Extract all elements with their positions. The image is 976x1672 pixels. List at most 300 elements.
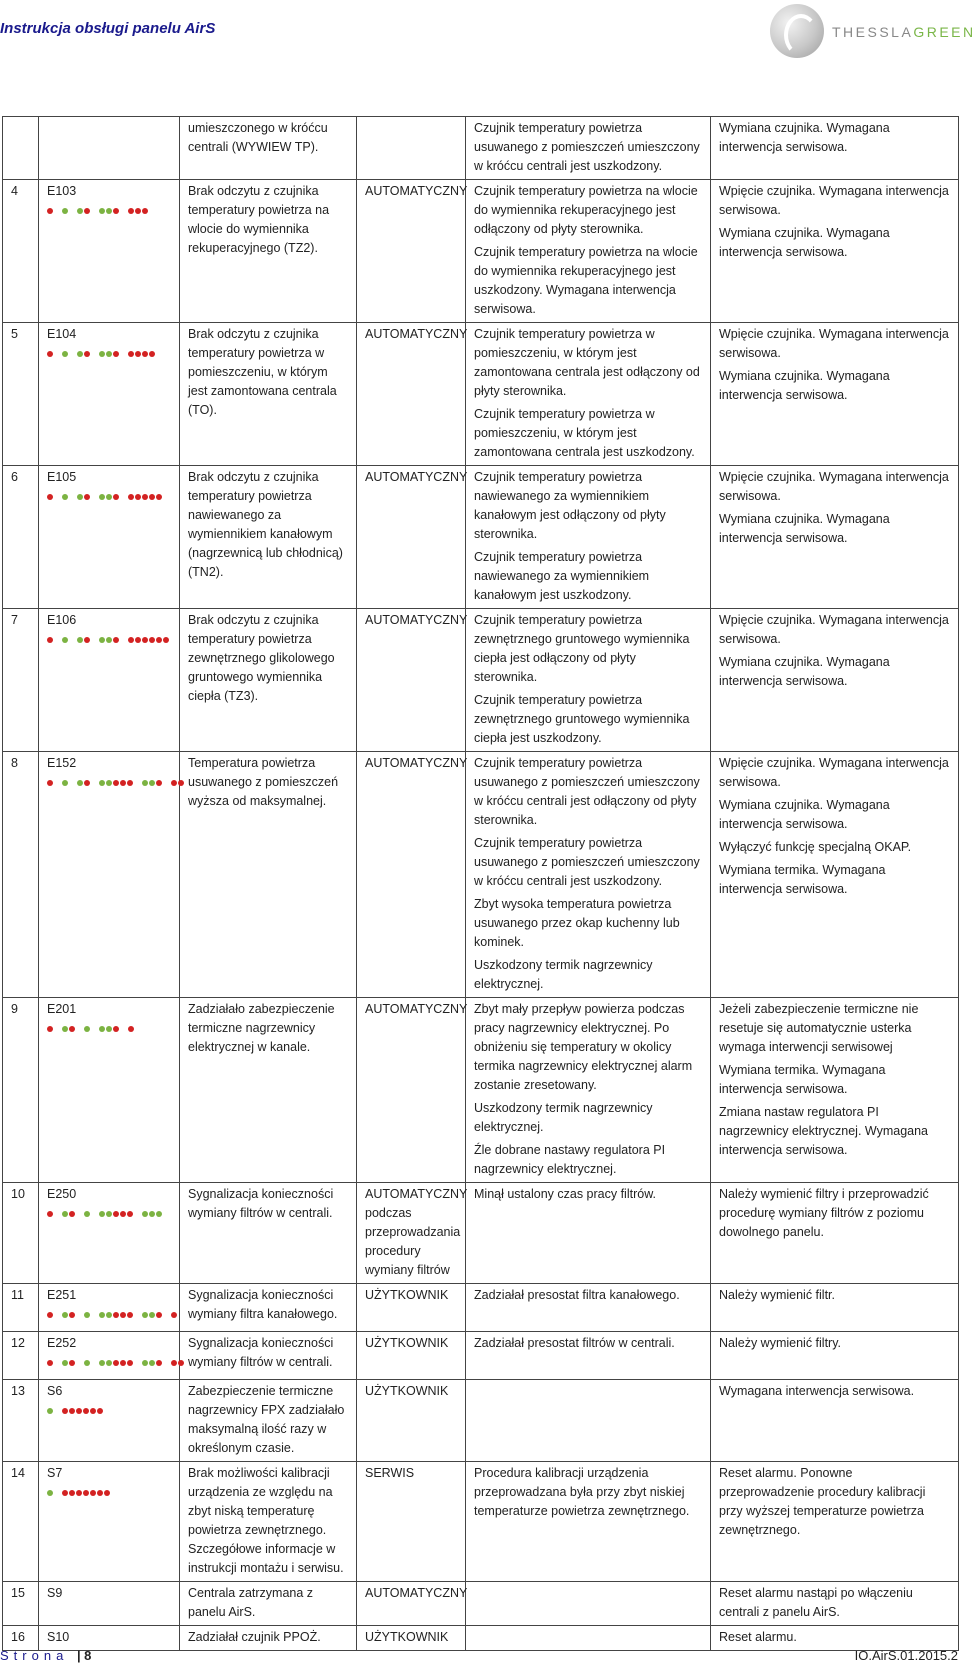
document-title: Instrukcja obsługi panelu AirS [0, 20, 216, 37]
error-code-cell [39, 1626, 180, 1651]
reset-mode-cell [357, 323, 466, 466]
red-dot-icon [69, 1360, 75, 1366]
table-row [3, 1284, 959, 1332]
action-cell [711, 1284, 959, 1332]
error-code-cell [39, 466, 180, 609]
action-text: Wpięcie czujnika. Wymagana interwencja serwisowa. [719, 756, 949, 789]
green-dot-icon [99, 637, 105, 643]
description-cell [180, 323, 357, 466]
cause-cell [466, 1380, 711, 1462]
reset-mode-cell [357, 466, 466, 609]
row-number-cell [3, 1582, 39, 1626]
green-dot-icon [62, 1360, 68, 1366]
action-text: Reset alarmu nastąpi po włączeniu centrali z panelu AirS. [719, 1586, 913, 1619]
row-number: 15 [11, 1586, 25, 1600]
green-dot-icon [62, 494, 68, 500]
error-code: S6 [47, 1384, 63, 1398]
description-cell [180, 752, 357, 998]
reset-mode: AUTOMATYCZNY [365, 184, 468, 198]
green-dot-icon [62, 780, 68, 786]
reset-mode: AUTOMATYCZNY [365, 1002, 468, 1016]
red-dot-icon [156, 780, 162, 786]
red-dot-icon [120, 1211, 126, 1217]
reset-mode: AUTOMATYCZNY [365, 470, 468, 484]
cause-cell [466, 1462, 711, 1582]
red-dot-icon [128, 494, 134, 500]
row-number-cell [3, 1183, 39, 1284]
cause-text: Zbyt wysoka temperatura powietrza usuwanego przez okap kuchenny lub kominek. [474, 897, 680, 949]
cause-cell [466, 1626, 711, 1651]
table-row [3, 180, 959, 323]
description-cell [180, 466, 357, 609]
red-dot-icon [135, 351, 141, 357]
green-dot-icon [106, 351, 112, 357]
error-code: E201 [47, 1002, 77, 1016]
green-dot-icon [106, 1026, 112, 1032]
cause-cell [466, 466, 711, 609]
error-code-cell [39, 1462, 180, 1582]
cause-text: Czujnik temperatury powietrza na wlocie do wymiennika rekuperacyjnego jest uszkodzony. Wymagana interwencja serwisowa. [474, 245, 698, 316]
green-dot-icon [84, 1211, 90, 1217]
error-description: Brak odczytu z czujnika temperatury powietrza na wlocie do wymiennika rekuperacyjnego (TZ2). [188, 184, 330, 255]
table-row [3, 466, 959, 609]
green-dot-icon [99, 780, 105, 786]
reset-mode-cell [357, 1462, 466, 1582]
red-dot-icon [156, 494, 162, 500]
action-text: Wpięcie czujnika. Wymagana interwencja serwisowa. [719, 470, 949, 503]
red-dot-icon [76, 1408, 82, 1414]
red-dot-icon [113, 1026, 119, 1032]
description-cell [180, 998, 357, 1183]
action-cell [711, 1183, 959, 1284]
action-cell [711, 1462, 959, 1582]
description-cell [180, 1332, 357, 1380]
led-signal-pattern [47, 348, 171, 367]
led-signal-pattern [47, 1309, 171, 1328]
green-dot-icon [106, 1360, 112, 1366]
error-code-cell [39, 1284, 180, 1332]
cause-cell [466, 1284, 711, 1332]
red-dot-icon [113, 1211, 119, 1217]
cause-text: Czujnik temperatury powietrza nawiewanego za wymiennikiem kanałowym jest odłączony od płyty sterownika. [474, 470, 666, 541]
error-description: Sygnalizacja konieczności wymiany filtrów w centrali. [188, 1187, 334, 1220]
error-description: umieszczonego w króćcu centrali (WYWIEW TP). [188, 121, 328, 154]
action-text: Wpięcie czujnika. Wymagana interwencja serwisowa. [719, 327, 949, 360]
row-number: 13 [11, 1384, 25, 1398]
reset-mode-cell [357, 180, 466, 323]
green-dot-icon [77, 637, 83, 643]
description-cell [180, 609, 357, 752]
reset-mode-cell [357, 998, 466, 1183]
reset-mode-cell [357, 1582, 466, 1626]
red-dot-icon [47, 1026, 53, 1032]
red-dot-icon [142, 494, 148, 500]
error-code-cell [39, 117, 180, 180]
red-dot-icon [113, 494, 119, 500]
description-cell [180, 1626, 357, 1651]
error-code: E251 [47, 1288, 77, 1302]
green-dot-icon [62, 208, 68, 214]
row-number: 10 [11, 1187, 25, 1201]
red-dot-icon [120, 1360, 126, 1366]
action-text: Należy wymienić filtr. [719, 1288, 835, 1302]
cause-text: Źle dobrane nastawy regulatora PI nagrzewnicy elektrycznej. [474, 1143, 666, 1176]
red-dot-icon [113, 208, 119, 214]
table-row [3, 1332, 959, 1380]
error-code-table [2, 116, 959, 1651]
green-dot-icon [99, 1211, 105, 1217]
red-dot-icon [135, 637, 141, 643]
reset-mode-cell [357, 1332, 466, 1380]
red-dot-icon [47, 208, 53, 214]
row-number-cell [3, 1462, 39, 1582]
action-text: Wymiana termika. Wymagana interwencja serwisowa. [719, 863, 886, 896]
reset-mode: UŻYTKOWNIK [365, 1288, 449, 1302]
reset-mode: UŻYTKOWNIK [365, 1336, 449, 1350]
green-dot-icon [84, 1360, 90, 1366]
green-dot-icon [99, 351, 105, 357]
reset-mode: UŻYTKOWNIK [365, 1384, 449, 1398]
red-dot-icon [62, 1408, 68, 1414]
error-code-cell [39, 609, 180, 752]
action-text: Wymiana czujnika. Wymagana interwencja serwisowa. [719, 655, 890, 688]
red-dot-icon [97, 1490, 103, 1496]
red-dot-icon [104, 1490, 110, 1496]
error-description: Zadziałało zabezpieczenie termiczne nagrzewnicy elektrycznej w kanale. [188, 1002, 335, 1054]
row-number: 16 [11, 1630, 25, 1644]
red-dot-icon [128, 1026, 134, 1032]
cause-text: Czujnik temperatury powietrza w pomieszczeniu, w którym jest zamontowana centrala jest odłączony od płyty sterownika. [474, 327, 700, 398]
cause-text: Czujnik temperatury powietrza zewnętrznego gruntowego wymiennika ciepła jest uszkodzony. [474, 693, 690, 745]
green-dot-icon [106, 637, 112, 643]
red-dot-icon [69, 1490, 75, 1496]
action-text: Wymagana interwencja serwisowa. [719, 1384, 915, 1398]
description-cell [180, 1462, 357, 1582]
red-dot-icon [142, 637, 148, 643]
red-dot-icon [120, 1312, 126, 1318]
red-dot-icon [120, 780, 126, 786]
red-dot-icon [76, 1490, 82, 1496]
cause-cell [466, 752, 711, 998]
cause-text: Minął ustalony czas pracy filtrów. [474, 1187, 657, 1201]
cause-cell [466, 609, 711, 752]
green-dot-icon [77, 208, 83, 214]
action-text: Wymiana czujnika. Wymagana interwencja serwisowa. [719, 226, 890, 259]
row-number-cell [3, 180, 39, 323]
description-cell [180, 1582, 357, 1626]
red-dot-icon [127, 1360, 133, 1366]
green-dot-icon [106, 1312, 112, 1318]
error-code: E106 [47, 613, 77, 627]
red-dot-icon [171, 780, 177, 786]
table-row [3, 117, 959, 180]
action-text: Wymiana czujnika. Wymagana interwencja serwisowa. [719, 369, 890, 402]
green-dot-icon [84, 1312, 90, 1318]
page-footer-label: Strona | 8 [0, 1648, 92, 1663]
red-dot-icon [47, 1211, 53, 1217]
table-row [3, 1626, 959, 1651]
green-dot-icon [106, 208, 112, 214]
error-description: Temperatura powietrza usuwanego z pomieszczeń wyższa od maksymalnej. [188, 756, 339, 808]
red-dot-icon [47, 637, 53, 643]
action-text: Reset alarmu. Ponowne przeprowadzenie procedury kalibracji przy wyższej temperaturze powietrza zewnętrznego. [719, 1466, 926, 1537]
red-dot-icon [84, 494, 90, 500]
green-dot-icon [142, 1360, 148, 1366]
green-dot-icon [99, 1360, 105, 1366]
action-cell [711, 466, 959, 609]
green-dot-icon [47, 1490, 53, 1496]
action-cell [711, 180, 959, 323]
row-number: 5 [11, 327, 18, 341]
red-dot-icon [47, 1360, 53, 1366]
action-cell [711, 1582, 959, 1626]
led-signal-pattern [47, 1357, 171, 1376]
led-signal-pattern [47, 1208, 171, 1227]
row-number-cell [3, 1332, 39, 1380]
red-dot-icon [128, 637, 134, 643]
cause-text: Czujnik temperatury powietrza zewnętrznego gruntowego wymiennika ciepła jest odłączony od płyty sterownika. [474, 613, 690, 684]
error-code-cell [39, 180, 180, 323]
row-number-cell [3, 1380, 39, 1462]
cause-cell [466, 1183, 711, 1284]
red-dot-icon [84, 637, 90, 643]
red-dot-icon [156, 1360, 162, 1366]
reset-mode-cell [357, 1380, 466, 1462]
red-dot-icon [84, 780, 90, 786]
reset-mode: AUTOMATYCZNY [365, 613, 468, 627]
row-number-cell [3, 752, 39, 998]
cause-cell [466, 180, 711, 323]
red-dot-icon [84, 208, 90, 214]
error-code-cell [39, 323, 180, 466]
description-cell [180, 1284, 357, 1332]
row-number: 7 [11, 613, 18, 627]
green-dot-icon [99, 1312, 105, 1318]
led-signal-pattern [47, 1487, 171, 1506]
error-code-cell [39, 752, 180, 998]
error-description: Zadziałał czujnik PPOŻ. [188, 1630, 321, 1644]
cause-text: Czujnik temperatury powietrza w pomieszczeniu, w którym jest zamontowana centrala jest uszkodzony. [474, 407, 695, 459]
row-number-cell [3, 998, 39, 1183]
cause-text: Uszkodzony termik nagrzewnicy elektrycznej. [474, 958, 653, 991]
red-dot-icon [142, 208, 148, 214]
cause-text: Czujnik temperatury powietrza na wlocie do wymiennika rekuperacyjnego jest odłączony od płyty sterownika. [474, 184, 698, 236]
action-cell [711, 1626, 959, 1651]
green-dot-icon [99, 1026, 105, 1032]
reset-mode-cell [357, 609, 466, 752]
red-dot-icon [47, 780, 53, 786]
red-dot-icon [69, 1211, 75, 1217]
row-number-cell [3, 1284, 39, 1332]
error-code-cell [39, 1380, 180, 1462]
red-dot-icon [171, 1312, 177, 1318]
action-cell [711, 117, 959, 180]
red-dot-icon [113, 1312, 119, 1318]
green-dot-icon [149, 1211, 155, 1217]
error-description: Centrala zatrzymana z panelu AirS. [188, 1586, 314, 1619]
red-dot-icon [97, 1408, 103, 1414]
error-code-cell [39, 1332, 180, 1380]
row-number: 8 [11, 756, 18, 770]
green-dot-icon [142, 1211, 148, 1217]
led-signal-pattern [47, 1023, 171, 1042]
reset-mode: UŻYTKOWNIK [365, 1630, 449, 1644]
cause-text: Czujnik temperatury powietrza usuwanego z pomieszczeń umieszczony w króćcu centrali jest uszkodzony. [474, 121, 700, 173]
action-text: Zmiana nastaw regulatora PI nagrzewnicy elektrycznej. Wymagana interwencja serwisowa. [719, 1105, 929, 1157]
error-code: E104 [47, 327, 77, 341]
green-dot-icon [77, 494, 83, 500]
action-text: Wymiana czujnika. Wymagana interwencja serwisowa. [719, 121, 890, 154]
red-dot-icon [178, 1360, 184, 1366]
green-dot-icon [62, 1312, 68, 1318]
cause-cell [466, 323, 711, 466]
row-number-cell [3, 466, 39, 609]
cause-cell [466, 117, 711, 180]
row-number-cell [3, 323, 39, 466]
page-number: | 8 [76, 1648, 92, 1663]
cause-text: Czujnik temperatury powietrza usuwanego z pomieszczeń umieszczony w króćcu centrali jest uszkodzony. [474, 836, 700, 888]
error-description: Sygnalizacja konieczności wymiany filtrów w centrali. [188, 1336, 334, 1369]
red-dot-icon [163, 637, 169, 643]
red-dot-icon [156, 1312, 162, 1318]
action-cell [711, 609, 959, 752]
reset-mode-cell [357, 117, 466, 180]
cause-text: Procedura kalibracji urządzenia przeprowadzana była przy zbyt niskiej temperaturze powietrza zewnętrznego. [474, 1466, 690, 1518]
error-description: Brak odczytu z czujnika temperatury powietrza nawiewanego za wymiennikiem kanałowym (nagrzewnicą lub chłodnicą) (TN2). [188, 470, 343, 579]
error-description: Brak odczytu z czujnika temperatury powietrza zewnętrznego glikolowego gruntowego wymiennika ciepła (TZ3). [188, 613, 335, 703]
table-row [3, 1462, 959, 1582]
reset-mode: SERWIS [365, 1466, 415, 1480]
table-row [3, 1582, 959, 1626]
cause-cell [466, 998, 711, 1183]
reset-mode: AUTOMATYCZNY [365, 327, 468, 341]
red-dot-icon [69, 1408, 75, 1414]
green-dot-icon [62, 1026, 68, 1032]
green-dot-icon [106, 494, 112, 500]
cause-text: Zadziałał presostat filtra kanałowego. [474, 1288, 680, 1302]
reset-mode-cell [357, 1626, 466, 1651]
table-row [3, 1183, 959, 1284]
row-number: 12 [11, 1336, 25, 1350]
reset-mode: AUTOMATYCZNY podczas przeprowadzania procedury wymiany filtrów [365, 1187, 468, 1277]
action-text: Należy wymienić filtry i przeprowadzić procedurę wymiany filtrów z poziomu dowolnego panelu. [719, 1187, 929, 1239]
error-code: E103 [47, 184, 77, 198]
action-text: Wpięcie czujnika. Wymagana interwencja serwisowa. [719, 184, 949, 217]
red-dot-icon [171, 1360, 177, 1366]
reset-mode-cell [357, 752, 466, 998]
row-number: 9 [11, 1002, 18, 1016]
action-cell [711, 1380, 959, 1462]
action-text: Wymiana czujnika. Wymagana interwencja serwisowa. [719, 798, 890, 831]
red-dot-icon [127, 780, 133, 786]
cause-text: Zadziałał presostat filtrów w centrali. [474, 1336, 675, 1350]
row-number-cell [3, 1626, 39, 1651]
led-signal-pattern [47, 634, 171, 653]
logo-text: THESSLAGREEN [832, 24, 976, 40]
row-number: 14 [11, 1466, 25, 1480]
action-text: Wymiana czujnika. Wymagana interwencja serwisowa. [719, 512, 890, 545]
error-code: E252 [47, 1336, 77, 1350]
cause-cell [466, 1332, 711, 1380]
table-row [3, 998, 959, 1183]
row-number-cell [3, 117, 39, 180]
error-code-cell [39, 1582, 180, 1626]
red-dot-icon [47, 494, 53, 500]
red-dot-icon [113, 1360, 119, 1366]
red-dot-icon [90, 1408, 96, 1414]
red-dot-icon [149, 351, 155, 357]
red-dot-icon [127, 1211, 133, 1217]
table-row [3, 752, 959, 998]
red-dot-icon [83, 1490, 89, 1496]
error-description: Sygnalizacja konieczności wymiany filtra kanałowego. [188, 1288, 338, 1321]
action-text: Reset alarmu. [719, 1630, 797, 1644]
logo-swirl-icon [770, 4, 824, 58]
error-code: S7 [47, 1466, 63, 1480]
red-dot-icon [113, 351, 119, 357]
action-cell [711, 752, 959, 998]
green-dot-icon [62, 1211, 68, 1217]
green-dot-icon [149, 1312, 155, 1318]
red-dot-icon [84, 351, 90, 357]
red-dot-icon [135, 208, 141, 214]
error-code: S10 [47, 1630, 70, 1644]
error-code: E250 [47, 1187, 77, 1201]
reset-mode: AUTOMATYCZNY [365, 1586, 468, 1600]
green-dot-icon [62, 351, 68, 357]
cause-text: Uszkodzony termik nagrzewnicy elektrycznej. [474, 1101, 653, 1134]
red-dot-icon [142, 351, 148, 357]
red-dot-icon [128, 208, 134, 214]
table-row [3, 609, 959, 752]
red-dot-icon [69, 1312, 75, 1318]
error-code: S9 [47, 1586, 63, 1600]
action-cell [711, 323, 959, 466]
table-row [3, 1380, 959, 1462]
cause-text: Czujnik temperatury powietrza nawiewanego za wymiennikiem kanałowym jest uszkodzony. [474, 550, 650, 602]
action-text: Należy wymienić filtry. [719, 1336, 842, 1350]
error-code-cell [39, 998, 180, 1183]
action-cell [711, 998, 959, 1183]
description-cell [180, 180, 357, 323]
action-cell [711, 1332, 959, 1380]
document-id: IO.AirS.01.2015.2 [854, 1648, 958, 1663]
description-cell [180, 117, 357, 180]
green-dot-icon [142, 1312, 148, 1318]
reset-mode-cell [357, 1183, 466, 1284]
red-dot-icon [127, 1312, 133, 1318]
green-dot-icon [149, 780, 155, 786]
led-signal-pattern [47, 1405, 171, 1424]
cause-cell [466, 1582, 711, 1626]
red-dot-icon [128, 351, 134, 357]
red-dot-icon [69, 1026, 75, 1032]
green-dot-icon [47, 1408, 53, 1414]
green-dot-icon [99, 208, 105, 214]
red-dot-icon [113, 780, 119, 786]
red-dot-icon [149, 637, 155, 643]
green-dot-icon [84, 1026, 90, 1032]
red-dot-icon [90, 1490, 96, 1496]
reset-mode-cell [357, 1284, 466, 1332]
error-description: Brak odczytu z czujnika temperatury powietrza w pomieszczeniu, w którym jest zamontowana centrala (TO). [188, 327, 337, 417]
green-dot-icon [99, 494, 105, 500]
error-description: Brak możliwości kalibracji urządzenia ze względu na zbyt niską temperaturę powietrza zewnętrznego. Szczegółowe informacje w instrukcji montażu i serwisu. [188, 1466, 344, 1575]
green-dot-icon [149, 1360, 155, 1366]
company-logo [770, 4, 976, 60]
row-number-cell [3, 609, 39, 752]
cause-text: Zbyt mały przepływ powierza podczas pracy nagrzewnicy elektrycznej. Po obniżeniu się temperatury w okolicy termika nagrzewnicy elektrycznej alarm zostanie zresetowany. [474, 1002, 693, 1092]
